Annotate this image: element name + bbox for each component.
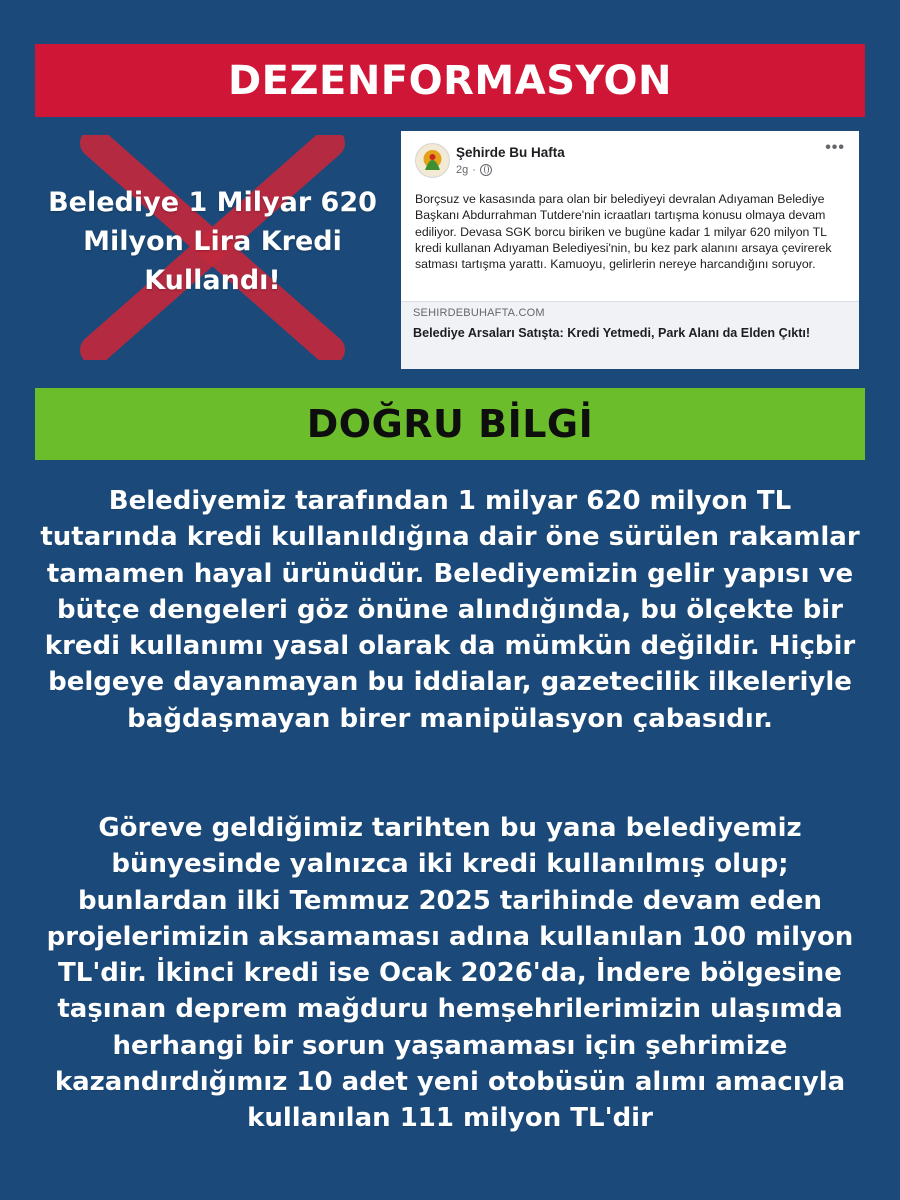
disinformation-banner xyxy=(35,44,865,117)
fact-paragraph-2: Göreve geldiğimiz tarihten bu yana belediyemiz bünyesinde yalnızca iki kredi kullanılmış olup; bunlardan ilki Temmuz 2025 tarihinde devam eden projelerimizin aksamaması adına kullanılan 100 milyon TL'dir. İkinci kredi ise Ocak 2026'da, İndere bölgesine taşınan deprem mağduru hemşehrilerimizin ulaşımda herhangi bir sorun yaşamaması için şehrimize kazandırdığımız 10 adet yeni otobüsün alımı amacıyla kullanılan 111 milyon TL'dir xyxy=(46,813,854,1134)
link-domain: SEHIRDEBUHAFTA.COM xyxy=(413,307,545,319)
more-options-icon[interactable]: ••• xyxy=(825,139,845,156)
post-time: 2g xyxy=(456,164,469,176)
disinformation-label: DEZENFORMASYON xyxy=(227,57,673,104)
claim-text: Belediye 1 Milyar 620 Milyon Lira Kredi Kullandı! xyxy=(48,187,377,296)
globe-icon xyxy=(480,164,492,176)
link-preview[interactable] xyxy=(401,301,859,369)
false-claim xyxy=(40,135,385,360)
correct-info-banner xyxy=(35,388,865,460)
post-body: Borçsuz ve kasasında para olan bir belediyeyi devralan Adıyaman Belediye Başkanı Abdurrahman Tutdere'nin icraatları tartışma konusu olmaya devam ediliyor. Devasa SGK borcu biriken ve bugüne kadar 1 milyar 620 milyon TL kredi kullanan Adıyaman Belediyesi'nin, bu kez park alanını arsaya çevirerek satması tartışma yarattı. Kamuoyu, gelirlerin nereye harcandığını soruyor. xyxy=(415,192,832,272)
social-post-card xyxy=(401,131,859,369)
post-meta: 2g · xyxy=(456,164,492,176)
link-headline: Belediye Arsaları Satışta: Kredi Yetmedi, Park Alanı da Elden Çıktı! xyxy=(413,326,811,340)
fact-paragraph-1: Belediyemiz tarafından 1 milyar 620 milyon TL tutarında kredi kullanıldığına dair öne sürülen rakamlar tamamen hayal ürünüdür. Belediyemizin gelir yapısı ve bütçe dengeleri göz önüne alındığında, bu ölçekte bir kredi kullanımı yasal olarak da mümkün değildir. Hiçbir belgeye dayanmayan bu iddialar, gazetecilik ilkeleriyle bağdaşmayan birer manipülasyon çabasıdır. xyxy=(40,486,860,734)
page-avatar xyxy=(415,143,450,178)
page-name[interactable]: Şehirde Bu Hafta xyxy=(456,145,565,160)
correct-info-label: DOĞRU BİLGİ xyxy=(306,402,594,446)
